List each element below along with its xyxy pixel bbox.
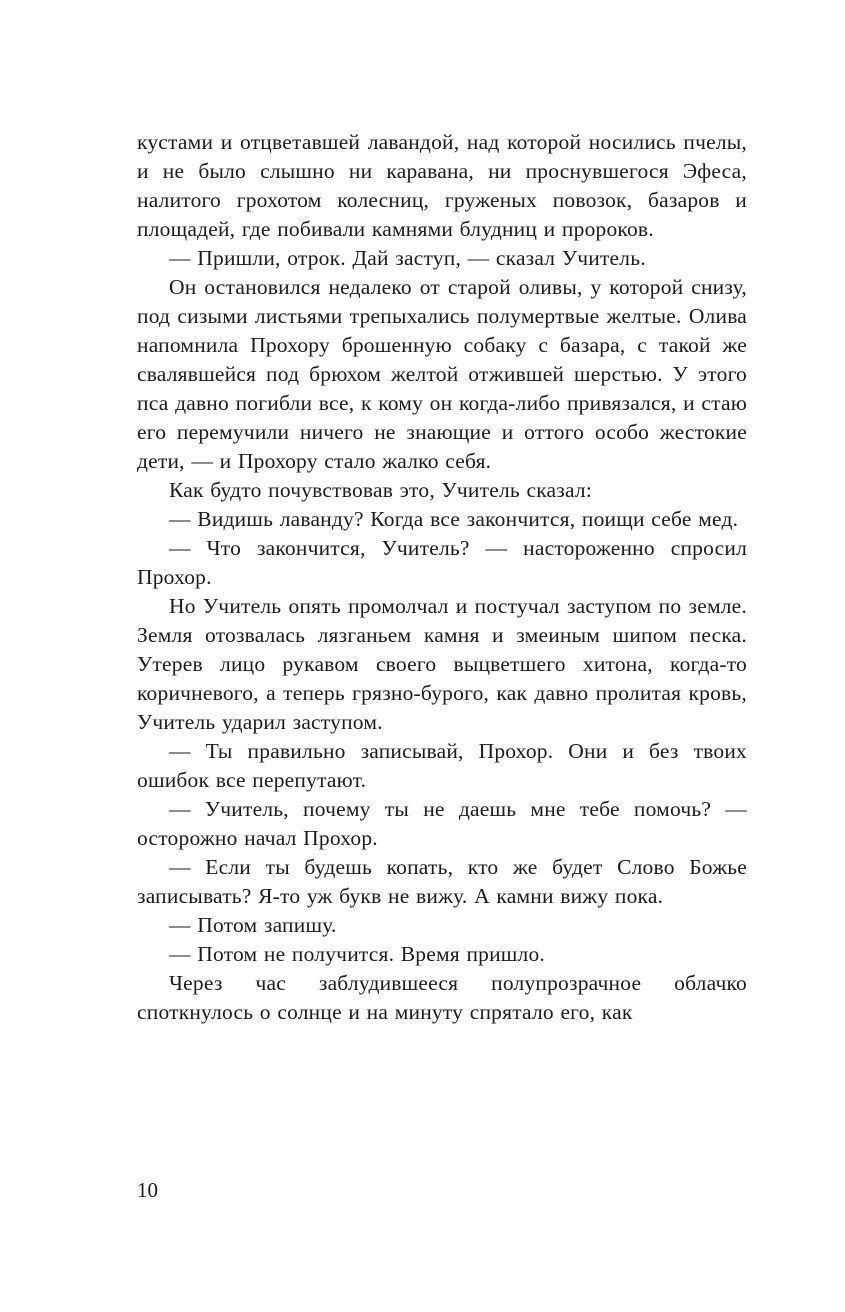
paragraph: Как будто почувствовав это, Учитель сказал: [169, 478, 592, 502]
paragraph-dialogue: — Видишь лаванду? Когда все закончится, поищи себе мед. [169, 507, 739, 531]
paragraph-dialogue: — Пришли, отрок. Дай заступ, — сказал Учитель. [169, 246, 646, 270]
paragraph-dialogue: — Если ты будешь копать, кто же будет Слово Божье записывать? Я-то уж букв не вижу. А камни вижу пока. [137, 855, 747, 908]
paragraph-dialogue: — Учитель, почему ты не даешь мне тебе помочь? — осторожно начал Прохор. [137, 797, 747, 850]
page-number: 10 [137, 1178, 158, 1202]
paragraph-dialogue: — Потом не получится. Время пришло. [169, 942, 546, 966]
paragraph-dialogue: — Что закончится, Учитель? — настороженно спросил Прохор. [137, 536, 747, 589]
paragraph: Но Учитель опять промолчал и постучал заступом по земле. Земля отозвалась лязганьем камня и змеиным шипом песка. Утерев лицо рукавом своего выцветшего хитона, когда-то коричневого, а теперь грязно-бурого, как давно пролитая кровь, Учитель ударил заступом. [137, 594, 747, 734]
paragraph: Через час заблудившееся полупрозрачное облачко споткнулось о солнце и на минуту спрятало его, как [137, 971, 747, 1024]
paragraph: кустами и отцветавшей лавандой, над которой носились пчелы, и не было слышно ни каравана, ни проснувшегося Эфеса, налитого грохотом колесниц, груженых повозок, базаров и площадей, где побивали камнями блудниц и пророков. [137, 130, 747, 241]
paragraph-dialogue: — Ты правильно записывай, Прохор. Они и без твоих ошибок все перепутают. [137, 739, 747, 792]
paragraph: Он остановился недалеко от старой оливы, у которой снизу, под сизыми листьями трепыхались полумертвые желтые. Олива напомнила Прохору брошенную собаку с базара, с такой же свалявшейся под брюхом желтой отжившей шерстью. У этого пса давно погибли все, к кому он когда-либо привязался, и стаю его перемучили ничего не знающие и оттого особо жестокие дети, — и Прохору стало жалко себя. [137, 275, 747, 473]
text-block [137, 128, 747, 1027]
paragraph-dialogue: — Потом запишу. [169, 913, 337, 937]
